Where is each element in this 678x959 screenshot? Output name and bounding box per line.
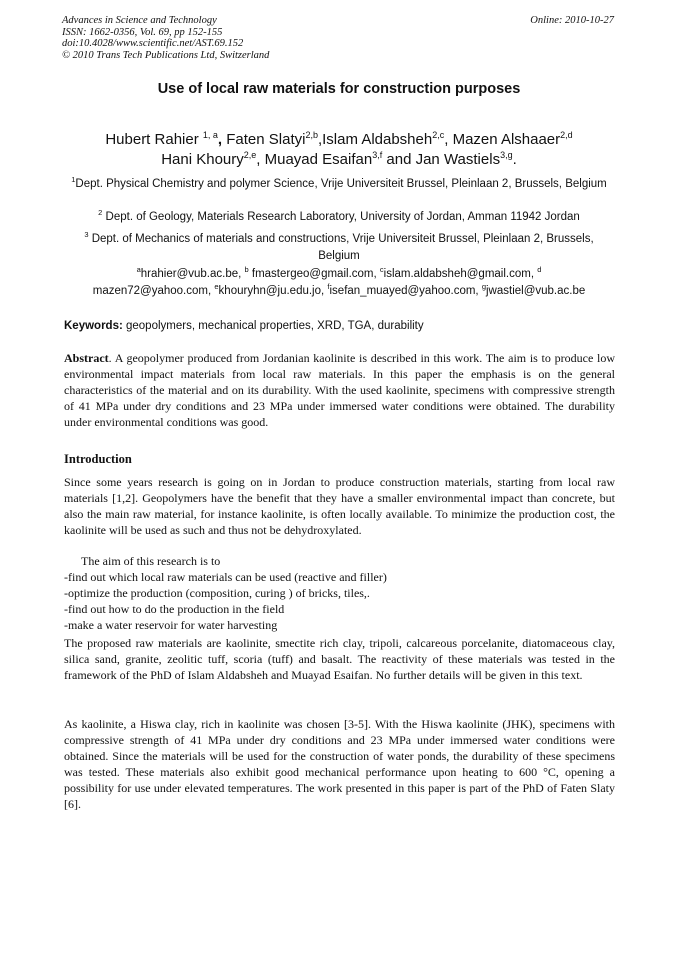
email-sup: e: [214, 282, 219, 292]
abstract-text: . A geopolymer produced from Jordanian kaolinite is described in this work. The aim is to produce low environmental impact materials from local raw materials. In this paper the emphasis is on the general characteristics of the material and on its durability. With the used kaolinite, specimens with compressive strength of 41 MPa under dry conditions and 23 MPa under immersed water conditions were obtained. The durability under environmental conditions was good.: [64, 351, 615, 429]
email-sup: b: [244, 265, 249, 275]
list-item: -optimize the production (composition, curing ) of bricks, tiles,.: [64, 586, 370, 600]
author-sup: 2,b: [305, 130, 318, 140]
author-list: [40, 130, 638, 170]
author-name: Faten Slatyi: [226, 131, 306, 148]
author-sup: 1, a: [202, 130, 218, 140]
introduction-paragraph-2: The proposed raw materials are kaolinite, smectite rich clay, tripoli, calcareous porcelanite, diatomaceous clay, silica sand, granite, zeolitic tuff, scoria (tuff) and basalt. The reactivity of these materials was tested in the framework of the PhD of Islam Aldabsheh and Muayad Esaifan. No further details will be given in this text.: [64, 636, 615, 682]
keywords-text: geopolymers, mechanical properties, XRD, TGA, durability: [122, 320, 424, 332]
email-sup: c: [379, 265, 384, 275]
affiliation-text: Dept. Physical Chemistry and polymer Science, Vrije Universiteit Brussel, Pleinlaan 2, Brussels, Belgium: [75, 178, 607, 190]
author-sep: and: [382, 151, 416, 168]
email-sup: g: [481, 282, 486, 292]
author-name: Hubert Rahier: [105, 131, 203, 148]
author-name: Muayad Esaifan: [264, 151, 373, 168]
author-sup: 3,g: [500, 150, 513, 160]
author-sep: ,: [317, 131, 323, 148]
issn-line: ISSN: 1662-0356, Vol. 69, pp 152-155: [62, 26, 223, 38]
email-list: [50, 266, 628, 300]
email-sup: d: [537, 265, 542, 275]
author-sep: ,: [256, 151, 265, 168]
author-name: Hani Khoury: [161, 151, 244, 168]
aim-intro: The aim of this research is to: [81, 554, 221, 568]
affiliation-num: 2: [98, 208, 103, 218]
introduction-heading: Introduction: [64, 452, 132, 466]
author-sup: 2,c: [432, 130, 445, 140]
email-line-1: [50, 266, 628, 283]
affiliation-2: [62, 209, 616, 226]
email-address: islam.aldabsheh@gmail.com,: [383, 268, 538, 280]
keywords: [64, 318, 616, 335]
list-item: -find out which local raw materials can be used (reactive and filler): [64, 570, 387, 584]
aim-list: [64, 553, 615, 633]
abstract-label: Abstract: [64, 351, 109, 365]
email-address: khouryhn@ju.edu.jo,: [218, 285, 328, 297]
email-address: fmastergeo@gmail.com,: [248, 268, 380, 280]
email-line-2: [50, 283, 628, 300]
affiliation-1: [62, 176, 616, 193]
author-sep: ,: [217, 131, 227, 148]
introduction-paragraph-3: As kaolinite, a Hiswa clay, rich in kaolinite was chosen [3-5]. With the Hiswa kaolinite (JHK), specimens with compressive strength of 41 MPa under dry conditions and 23 MPa under immersed water conditions were obtained. Since the materials will be used for the construction of water ponds, the durability of these specimens was tested. These materials also exhibit good mechanical performance upon heating to 600 °C, opening a possibility for use under elevated temperatures. The work presented in this paper is part of the PhD of Faten Slaty [6].: [64, 717, 615, 811]
author-line-2: [40, 150, 638, 170]
email-address: jwastiel@vub.ac.be: [486, 285, 586, 297]
affiliation-num: 1: [71, 175, 76, 185]
introduction-paragraph-1: Since some years research is going on in Jordan to produce construction materials, starting from local raw materials [1,2]. Geopolymers have the benefit that they have a smaller environmental impact than concrete, but also the main raw material, for instance kaolinite, is often locally available. To minimize the production cost, the kaolinite will be used as such and thus not be dehydroxylated.: [64, 475, 615, 537]
copyright-line: © 2010 Trans Tech Publications Ltd, Switzerland: [62, 49, 270, 61]
author-sep: .: [512, 151, 517, 168]
email-sup: a: [136, 265, 141, 275]
abstract: [64, 350, 615, 430]
online-date: Online: 2010-10-27: [530, 15, 614, 26]
affiliation-num: 3: [84, 230, 89, 240]
author-line-1: [40, 130, 638, 150]
email-address: mazen72@yahoo.com,: [92, 285, 215, 297]
author-sep: ,: [444, 131, 453, 148]
list-item: -make a water reservoir for water harvesting: [64, 618, 278, 632]
doi-line: doi:10.4028/www.scientific.net/AST.69.152: [62, 38, 244, 49]
keywords-label: Keywords:: [64, 320, 123, 332]
email-address: hrahier@vub.ac.be,: [140, 268, 245, 280]
journal-name: Advances in Science and Technology: [62, 15, 217, 26]
author-name: Mazen Alshaaer: [452, 131, 561, 148]
author-name: Jan Wastiels: [415, 151, 501, 168]
affiliation-text: Dept. of Geology, Materials Research Laboratory, University of Jordan, Amman 11942 Jordan: [102, 211, 580, 223]
author-sup: 2,e: [243, 150, 257, 160]
author-name: Islam Aldabsheh: [322, 131, 433, 148]
email-address: isefan_muayed@yahoo.com,: [329, 285, 482, 297]
journal-header: [62, 15, 614, 61]
author-sup: 3,f: [372, 150, 383, 160]
author-sup: 2,d: [560, 130, 573, 140]
affiliation-text: Dept. of Mechanics of materials and constructions, Vrije Universiteit Brussel, Pleinlaan 2, Brussels, Belgium: [88, 233, 594, 262]
email-sup: f: [327, 282, 330, 292]
list-item: -find out how to do the production in the field: [64, 602, 285, 616]
affiliation-3: [62, 231, 616, 265]
paper-title: Use of local raw materials for construction purposes: [157, 81, 521, 97]
